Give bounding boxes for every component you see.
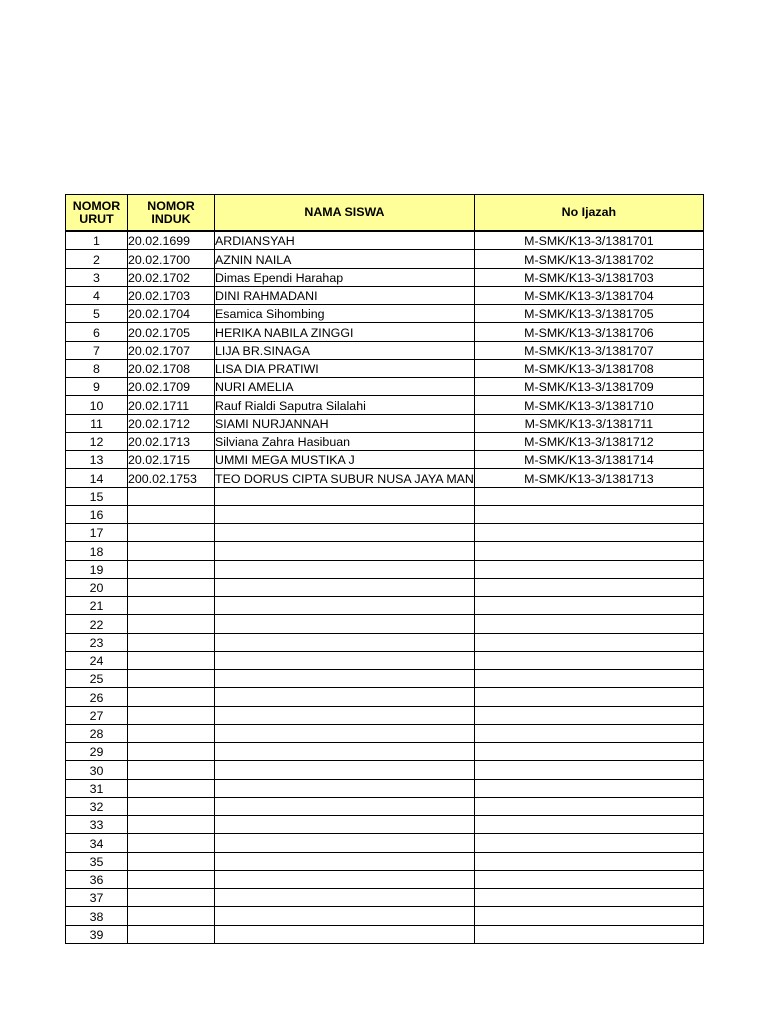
cell-nomor-induk[interactable] bbox=[128, 834, 215, 852]
cell-no-ijazah[interactable] bbox=[474, 633, 703, 651]
cell-nama-siswa[interactable] bbox=[215, 651, 475, 669]
cell-nama-siswa[interactable] bbox=[215, 761, 475, 779]
cell-nama-siswa[interactable]: Esamica Sihombing bbox=[215, 305, 475, 323]
cell-nomor-induk[interactable]: 200.02.1753 bbox=[128, 469, 215, 487]
table-row bbox=[66, 432, 704, 450]
cell-nomor-urut[interactable]: 29 bbox=[66, 743, 128, 761]
table-row bbox=[66, 797, 704, 815]
table-row bbox=[66, 323, 704, 341]
cell-nama-siswa[interactable] bbox=[215, 688, 475, 706]
cell-nomor-urut[interactable]: 7 bbox=[66, 341, 128, 359]
cell-nomor-urut[interactable]: 10 bbox=[66, 396, 128, 414]
cell-nomor-induk[interactable] bbox=[128, 633, 215, 651]
cell-nama-siswa[interactable]: Silviana Zahra Hasibuan bbox=[215, 432, 475, 450]
cell-nama-siswa[interactable]: Dimas Ependi Harahap bbox=[215, 268, 475, 286]
cell-no-ijazah[interactable]: M-SMK/K13-3/1381710 bbox=[474, 396, 703, 414]
table-row bbox=[66, 597, 704, 615]
cell-nomor-urut[interactable]: 19 bbox=[66, 560, 128, 578]
cell-nama-siswa[interactable] bbox=[215, 852, 475, 870]
cell-nomor-urut[interactable]: 37 bbox=[66, 889, 128, 907]
cell-nomor-urut[interactable]: 13 bbox=[66, 451, 128, 469]
cell-no-ijazah[interactable] bbox=[474, 487, 703, 505]
cell-nama-siswa[interactable] bbox=[215, 487, 475, 505]
cell-nomor-urut[interactable]: 3 bbox=[66, 268, 128, 286]
cell-no-ijazah[interactable] bbox=[474, 688, 703, 706]
cell-no-ijazah[interactable] bbox=[474, 889, 703, 907]
cell-nama-siswa[interactable] bbox=[215, 925, 475, 943]
table-row bbox=[66, 633, 704, 651]
cell-nomor-induk[interactable]: 20.02.1702 bbox=[128, 268, 215, 286]
table-row bbox=[66, 505, 704, 523]
cell-nomor-urut[interactable]: 11 bbox=[66, 414, 128, 432]
cell-nomor-urut[interactable]: 30 bbox=[66, 761, 128, 779]
table-row bbox=[66, 724, 704, 742]
table-row bbox=[66, 414, 704, 432]
cell-nomor-urut[interactable]: 22 bbox=[66, 615, 128, 633]
cell-nomor-induk[interactable] bbox=[128, 870, 215, 888]
cell-nama-siswa[interactable]: SIAMI NURJANNAH bbox=[215, 414, 475, 432]
table-row bbox=[66, 231, 704, 250]
cell-nama-siswa[interactable] bbox=[215, 560, 475, 578]
cell-no-ijazah[interactable] bbox=[474, 852, 703, 870]
cell-nomor-induk[interactable]: 20.02.1699 bbox=[128, 231, 215, 250]
cell-nomor-urut[interactable]: 6 bbox=[66, 323, 128, 341]
cell-no-ijazah[interactable]: M-SMK/K13-3/1381704 bbox=[474, 286, 703, 304]
cell-nomor-urut[interactable]: 9 bbox=[66, 378, 128, 396]
table-row bbox=[66, 378, 704, 396]
cell-nomor-urut[interactable]: 25 bbox=[66, 670, 128, 688]
cell-no-ijazah[interactable]: M-SMK/K13-3/1381702 bbox=[474, 250, 703, 268]
cell-no-ijazah[interactable] bbox=[474, 651, 703, 669]
cell-no-ijazah[interactable] bbox=[474, 670, 703, 688]
cell-nomor-induk[interactable]: 20.02.1711 bbox=[128, 396, 215, 414]
header-row bbox=[66, 195, 704, 232]
cell-nomor-induk[interactable] bbox=[128, 724, 215, 742]
cell-no-ijazah[interactable] bbox=[474, 505, 703, 523]
cell-nomor-urut[interactable]: 12 bbox=[66, 432, 128, 450]
cell-nomor-urut[interactable]: 16 bbox=[66, 505, 128, 523]
cell-nama-siswa[interactable] bbox=[215, 834, 475, 852]
table-row bbox=[66, 870, 704, 888]
table-row bbox=[66, 286, 704, 304]
cell-nomor-urut[interactable]: 20 bbox=[66, 578, 128, 596]
header-nomor-induk bbox=[128, 195, 215, 232]
cell-nomor-induk[interactable] bbox=[128, 706, 215, 724]
cell-nomor-urut[interactable]: 15 bbox=[66, 487, 128, 505]
cell-no-ijazah[interactable] bbox=[474, 724, 703, 742]
cell-nama-siswa[interactable]: LISA DIA PRATIWI bbox=[215, 359, 475, 377]
header-no-ijazah: No Ijazah bbox=[474, 195, 703, 232]
table-row bbox=[66, 341, 704, 359]
cell-no-ijazah[interactable]: M-SMK/K13-3/1381703 bbox=[474, 268, 703, 286]
cell-nomor-urut[interactable]: 21 bbox=[66, 597, 128, 615]
table-row bbox=[66, 487, 704, 505]
cell-nomor-induk[interactable]: 20.02.1709 bbox=[128, 378, 215, 396]
cell-no-ijazah[interactable] bbox=[474, 706, 703, 724]
table-row bbox=[66, 524, 704, 542]
header-nomor-induk-line2: INDUK bbox=[151, 211, 191, 226]
cell-nama-siswa[interactable] bbox=[215, 797, 475, 815]
cell-no-ijazah[interactable]: M-SMK/K13-3/1381712 bbox=[474, 432, 703, 450]
cell-nomor-induk[interactable]: 20.02.1715 bbox=[128, 451, 215, 469]
cell-nama-siswa[interactable] bbox=[215, 524, 475, 542]
cell-nama-siswa[interactable]: LIJA BR.SINAGA bbox=[215, 341, 475, 359]
cell-no-ijazah[interactable]: M-SMK/K13-3/1381706 bbox=[474, 323, 703, 341]
cell-nomor-induk[interactable]: 20.02.1712 bbox=[128, 414, 215, 432]
cell-nama-siswa[interactable]: NURI AMELIA bbox=[215, 378, 475, 396]
cell-nomor-urut[interactable]: 4 bbox=[66, 286, 128, 304]
cell-nomor-urut[interactable]: 38 bbox=[66, 907, 128, 925]
table-row bbox=[66, 651, 704, 669]
cell-nama-siswa[interactable]: TEO DORUS CIPTA SUBUR NUSA JAYA MAN bbox=[215, 469, 475, 487]
cell-no-ijazah[interactable]: M-SMK/K13-3/1381709 bbox=[474, 378, 703, 396]
cell-nomor-urut[interactable]: 23 bbox=[66, 633, 128, 651]
cell-no-ijazah[interactable] bbox=[474, 925, 703, 943]
cell-nomor-urut[interactable]: 35 bbox=[66, 852, 128, 870]
table-row bbox=[66, 907, 704, 925]
cell-nama-siswa[interactable] bbox=[215, 889, 475, 907]
cell-nomor-urut[interactable]: 26 bbox=[66, 688, 128, 706]
table-row bbox=[66, 706, 704, 724]
cell-nomor-induk[interactable] bbox=[128, 889, 215, 907]
cell-nomor-induk[interactable] bbox=[128, 743, 215, 761]
cell-nomor-induk[interactable] bbox=[128, 524, 215, 542]
cell-nomor-urut[interactable]: 36 bbox=[66, 870, 128, 888]
table-row bbox=[66, 542, 704, 560]
cell-nomor-induk[interactable]: 20.02.1707 bbox=[128, 341, 215, 359]
cell-nomor-induk[interactable] bbox=[128, 505, 215, 523]
cell-nomor-urut[interactable]: 28 bbox=[66, 724, 128, 742]
cell-no-ijazah[interactable] bbox=[474, 743, 703, 761]
cell-no-ijazah[interactable]: M-SMK/K13-3/1381714 bbox=[474, 451, 703, 469]
cell-nama-siswa[interactable] bbox=[215, 779, 475, 797]
cell-no-ijazah[interactable] bbox=[474, 542, 703, 560]
table-row bbox=[66, 560, 704, 578]
table-row bbox=[66, 250, 704, 268]
cell-nomor-induk[interactable] bbox=[128, 907, 215, 925]
cell-nomor-urut[interactable]: 24 bbox=[66, 651, 128, 669]
cell-nama-siswa[interactable] bbox=[215, 615, 475, 633]
cell-nomor-induk[interactable] bbox=[128, 925, 215, 943]
cell-no-ijazah[interactable] bbox=[474, 578, 703, 596]
cell-nama-siswa[interactable]: UMMI MEGA MUSTIKA J bbox=[215, 451, 475, 469]
table-row bbox=[66, 305, 704, 323]
cell-no-ijazah[interactable] bbox=[474, 597, 703, 615]
cell-no-ijazah[interactable]: M-SMK/K13-3/1381711 bbox=[474, 414, 703, 432]
cell-nama-siswa[interactable] bbox=[215, 870, 475, 888]
cell-nama-siswa[interactable] bbox=[215, 633, 475, 651]
cell-nama-siswa[interactable] bbox=[215, 706, 475, 724]
cell-nama-siswa[interactable] bbox=[215, 597, 475, 615]
cell-nomor-induk[interactable] bbox=[128, 816, 215, 834]
header-nomor-induk-line1: NOMOR bbox=[147, 198, 195, 213]
table-row bbox=[66, 469, 704, 487]
cell-nama-siswa[interactable] bbox=[215, 542, 475, 560]
cell-nomor-urut[interactable]: 8 bbox=[66, 359, 128, 377]
table-row bbox=[66, 889, 704, 907]
cell-nomor-induk[interactable] bbox=[128, 779, 215, 797]
cell-nomor-urut[interactable]: 18 bbox=[66, 542, 128, 560]
cell-nomor-urut[interactable]: 17 bbox=[66, 524, 128, 542]
cell-nomor-induk[interactable] bbox=[128, 797, 215, 815]
table-row bbox=[66, 451, 704, 469]
cell-nomor-urut[interactable]: 2 bbox=[66, 250, 128, 268]
table-row bbox=[66, 761, 704, 779]
cell-nama-siswa[interactable] bbox=[215, 743, 475, 761]
cell-nomor-induk[interactable] bbox=[128, 761, 215, 779]
table-row bbox=[66, 670, 704, 688]
cell-nomor-induk[interactable] bbox=[128, 688, 215, 706]
header-nama-siswa: NAMA SISWA bbox=[215, 195, 475, 232]
cell-nomor-induk[interactable]: 20.02.1708 bbox=[128, 359, 215, 377]
header-nomor-urut-line2: URUT bbox=[79, 211, 114, 226]
cell-no-ijazah[interactable] bbox=[474, 870, 703, 888]
table-row bbox=[66, 743, 704, 761]
cell-no-ijazah[interactable] bbox=[474, 761, 703, 779]
cell-no-ijazah[interactable] bbox=[474, 524, 703, 542]
cell-nomor-induk[interactable]: 20.02.1713 bbox=[128, 432, 215, 450]
cell-nomor-urut[interactable]: 5 bbox=[66, 305, 128, 323]
cell-nomor-induk[interactable] bbox=[128, 615, 215, 633]
cell-nama-siswa[interactable]: AZNIN NAILA bbox=[215, 250, 475, 268]
cell-nama-siswa[interactable] bbox=[215, 670, 475, 688]
cell-no-ijazah[interactable] bbox=[474, 907, 703, 925]
cell-nama-siswa[interactable]: Rauf Rialdi Saputra Silalahi bbox=[215, 396, 475, 414]
cell-no-ijazah[interactable]: M-SMK/K13-3/1381701 bbox=[474, 231, 703, 250]
student-diploma-table bbox=[65, 194, 704, 944]
cell-nomor-urut[interactable]: 14 bbox=[66, 469, 128, 487]
cell-nomor-induk[interactable] bbox=[128, 597, 215, 615]
cell-nomor-urut[interactable]: 39 bbox=[66, 925, 128, 943]
cell-no-ijazah[interactable]: M-SMK/K13-3/1381708 bbox=[474, 359, 703, 377]
table-row bbox=[66, 852, 704, 870]
table-row bbox=[66, 615, 704, 633]
cell-nomor-induk[interactable]: 20.02.1703 bbox=[128, 286, 215, 304]
cell-nomor-urut[interactable]: 31 bbox=[66, 779, 128, 797]
cell-no-ijazah[interactable] bbox=[474, 615, 703, 633]
cell-no-ijazah[interactable] bbox=[474, 797, 703, 815]
cell-nama-siswa[interactable] bbox=[215, 578, 475, 596]
table-row bbox=[66, 688, 704, 706]
cell-nomor-urut[interactable]: 27 bbox=[66, 706, 128, 724]
table-row bbox=[66, 359, 704, 377]
table-row bbox=[66, 834, 704, 852]
cell-nomor-induk[interactable] bbox=[128, 852, 215, 870]
cell-nama-siswa[interactable] bbox=[215, 724, 475, 742]
cell-no-ijazah[interactable]: M-SMK/K13-3/1381707 bbox=[474, 341, 703, 359]
cell-nomor-induk[interactable] bbox=[128, 578, 215, 596]
cell-nama-siswa[interactable] bbox=[215, 907, 475, 925]
cell-nama-siswa[interactable]: ARDIANSYAH bbox=[215, 231, 475, 250]
cell-nomor-induk[interactable] bbox=[128, 670, 215, 688]
cell-nomor-induk[interactable]: 20.02.1704 bbox=[128, 305, 215, 323]
cell-nomor-urut[interactable]: 32 bbox=[66, 797, 128, 815]
cell-nama-siswa[interactable]: HERIKA NABILA ZINGGI bbox=[215, 323, 475, 341]
table-row bbox=[66, 268, 704, 286]
table-row bbox=[66, 925, 704, 943]
cell-nomor-induk[interactable]: 20.02.1705 bbox=[128, 323, 215, 341]
cell-no-ijazah[interactable]: M-SMK/K13-3/1381705 bbox=[474, 305, 703, 323]
table-row bbox=[66, 578, 704, 596]
cell-no-ijazah[interactable] bbox=[474, 834, 703, 852]
cell-nomor-induk[interactable] bbox=[128, 560, 215, 578]
cell-nomor-induk[interactable] bbox=[128, 487, 215, 505]
cell-nomor-urut[interactable]: 33 bbox=[66, 816, 128, 834]
cell-no-ijazah[interactable] bbox=[474, 560, 703, 578]
cell-nama-siswa[interactable] bbox=[215, 816, 475, 834]
cell-nama-siswa[interactable] bbox=[215, 505, 475, 523]
cell-no-ijazah[interactable] bbox=[474, 779, 703, 797]
header-nomor-urut bbox=[66, 195, 128, 232]
header-nomor-urut-line1: NOMOR bbox=[72, 198, 121, 213]
cell-nama-siswa[interactable]: DINI RAHMADANI bbox=[215, 286, 475, 304]
cell-nomor-induk[interactable] bbox=[128, 651, 215, 669]
cell-no-ijazah[interactable] bbox=[474, 816, 703, 834]
cell-nomor-induk[interactable] bbox=[128, 542, 215, 560]
cell-nomor-induk[interactable]: 20.02.1700 bbox=[128, 250, 215, 268]
cell-nomor-urut[interactable]: 34 bbox=[66, 834, 128, 852]
table-row bbox=[66, 396, 704, 414]
cell-no-ijazah[interactable]: M-SMK/K13-3/1381713 bbox=[474, 469, 703, 487]
table-row bbox=[66, 816, 704, 834]
table-row bbox=[66, 779, 704, 797]
cell-nomor-urut[interactable]: 1 bbox=[66, 231, 128, 250]
